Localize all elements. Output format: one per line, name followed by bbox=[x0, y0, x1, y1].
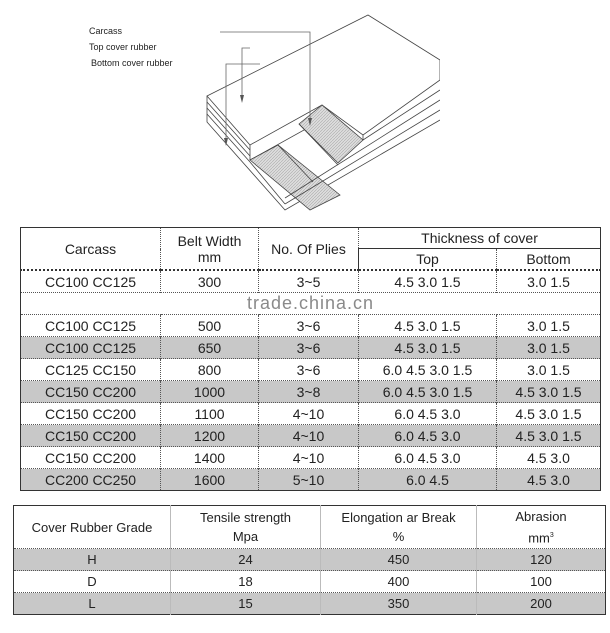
header-abrasion bbox=[477, 506, 606, 549]
label-carcass: Carcass bbox=[89, 26, 123, 36]
cell-bottom: 3.0 1.5 bbox=[497, 315, 601, 337]
cell-carcass: CC200 CC250 bbox=[21, 469, 161, 491]
cell-carcass: CC150 CC200 bbox=[21, 447, 161, 469]
table-row bbox=[21, 315, 601, 337]
cell-carcass: CC150 CC200 bbox=[21, 425, 161, 447]
cell-bottom: 4.5 3.0 bbox=[497, 447, 601, 469]
cell-top: 6.0 4.5 3.0 bbox=[359, 447, 497, 469]
cell-plies: 5~10 bbox=[259, 469, 359, 491]
cell-plies: 4~10 bbox=[259, 403, 359, 425]
cell-width: 1000 bbox=[161, 381, 259, 403]
header-top: Top bbox=[359, 249, 497, 271]
cell-width: 800 bbox=[161, 359, 259, 381]
header-elongation bbox=[321, 506, 477, 549]
cell-width: 650 bbox=[161, 337, 259, 359]
cell-carcass: CC100 CC125 bbox=[21, 315, 161, 337]
abrasion-unit-sup: 3 bbox=[549, 531, 554, 539]
header-plies: No. Of Plies bbox=[259, 228, 359, 271]
table-row bbox=[21, 447, 601, 469]
table-row bbox=[14, 549, 606, 571]
cell-plies: 3~6 bbox=[259, 359, 359, 381]
table-row bbox=[14, 593, 606, 615]
cell-tensile: 18 bbox=[171, 571, 321, 593]
cell-elongation: 350 bbox=[321, 593, 477, 615]
cell-carcass: CC150 CC200 bbox=[21, 403, 161, 425]
header-grade: Cover Rubber Grade bbox=[31, 519, 153, 535]
belt-layers-illustration bbox=[80, 0, 440, 220]
header-thickness: Thickness of cover bbox=[359, 228, 601, 249]
cell-top: 4.5 3.0 1.5 bbox=[359, 315, 497, 337]
watermark: trade.china.cn bbox=[21, 293, 601, 315]
label-bottom-cover-rubber: Bottom cover rubber bbox=[91, 58, 173, 68]
cell-grade: H bbox=[14, 549, 171, 571]
cover-rubber-grade-table bbox=[13, 505, 606, 615]
table-row bbox=[21, 337, 601, 359]
header-belt-width bbox=[161, 228, 259, 271]
table-row bbox=[21, 425, 601, 447]
cell-abrasion: 100 bbox=[477, 571, 606, 593]
cell-carcass: CC150 CC200 bbox=[21, 381, 161, 403]
cell-top: 4.5 3.0 1.5 bbox=[359, 270, 497, 293]
header-carcass: Carcass bbox=[21, 228, 161, 271]
cell-plies: 4~10 bbox=[259, 447, 359, 469]
cell-top: 6.0 4.5 3.0 bbox=[359, 403, 497, 425]
belt-width-label: Belt Width bbox=[177, 232, 242, 249]
cell-top: 6.0 4.5 bbox=[359, 469, 497, 491]
cell-tensile: 15 bbox=[171, 593, 321, 615]
cell-carcass: CC100 CC125 bbox=[21, 270, 161, 293]
cell-grade: L bbox=[14, 593, 171, 615]
cell-plies: 3~6 bbox=[259, 337, 359, 359]
conveyor-belt-diagram bbox=[80, 0, 440, 220]
cell-width: 1100 bbox=[161, 403, 259, 425]
table-row bbox=[21, 293, 601, 315]
cell-bottom: 4.5 3.0 1.5 bbox=[497, 403, 601, 425]
belt-specification-table bbox=[20, 227, 601, 491]
table-row bbox=[21, 359, 601, 381]
cell-width: 1600 bbox=[161, 469, 259, 491]
cell-abrasion: 120 bbox=[477, 549, 606, 571]
cell-width: 300 bbox=[161, 270, 259, 293]
cell-abrasion: 200 bbox=[477, 593, 606, 615]
cell-top: 6.0 4.5 3.0 1.5 bbox=[359, 381, 497, 403]
cell-elongation: 400 bbox=[321, 571, 477, 593]
cell-elongation: 450 bbox=[321, 549, 477, 571]
cell-top: 6.0 4.5 3.0 1.5 bbox=[359, 359, 497, 381]
table-row bbox=[21, 403, 601, 425]
cell-carcass: CC100 CC125 bbox=[21, 337, 161, 359]
header-bottom: Bottom bbox=[497, 249, 601, 271]
cell-width: 1200 bbox=[161, 425, 259, 447]
table-row bbox=[21, 469, 601, 491]
belt-width-unit: mm bbox=[197, 248, 222, 265]
cell-plies: 3~5 bbox=[259, 270, 359, 293]
cell-bottom: 3.0 1.5 bbox=[497, 270, 601, 293]
elongation-unit: % bbox=[392, 529, 405, 544]
cell-plies: 4~10 bbox=[259, 425, 359, 447]
cell-plies: 3~6 bbox=[259, 315, 359, 337]
cell-bottom: 4.5 3.0 1.5 bbox=[497, 425, 601, 447]
cell-top: 6.0 4.5 3.0 bbox=[359, 425, 497, 447]
label-top-cover-rubber: Top cover rubber bbox=[89, 42, 157, 52]
cell-tensile: 24 bbox=[171, 549, 321, 571]
tensile-unit: Mpa bbox=[232, 529, 259, 544]
abrasion-unit: mm bbox=[528, 530, 550, 546]
cell-carcass: CC125 CC150 bbox=[21, 359, 161, 381]
tensile-label: Tensile strength bbox=[199, 510, 292, 525]
table-row bbox=[14, 571, 606, 593]
cell-bottom: 3.0 1.5 bbox=[497, 359, 601, 381]
cell-bottom: 4.5 3.0 1.5 bbox=[497, 381, 601, 403]
abrasion-label: Abrasion bbox=[515, 508, 567, 524]
table-row bbox=[21, 381, 601, 403]
cell-width: 1400 bbox=[161, 447, 259, 469]
elongation-label: Elongation ar Break bbox=[341, 510, 456, 525]
table-row bbox=[21, 270, 601, 293]
cell-plies: 3~8 bbox=[259, 381, 359, 403]
cell-bottom: 3.0 1.5 bbox=[497, 337, 601, 359]
cell-top: 4.5 3.0 1.5 bbox=[359, 337, 497, 359]
header-tensile bbox=[171, 506, 321, 549]
cell-bottom: 4.5 3.0 bbox=[497, 469, 601, 491]
cell-grade: D bbox=[14, 571, 171, 593]
cell-width: 500 bbox=[161, 315, 259, 337]
